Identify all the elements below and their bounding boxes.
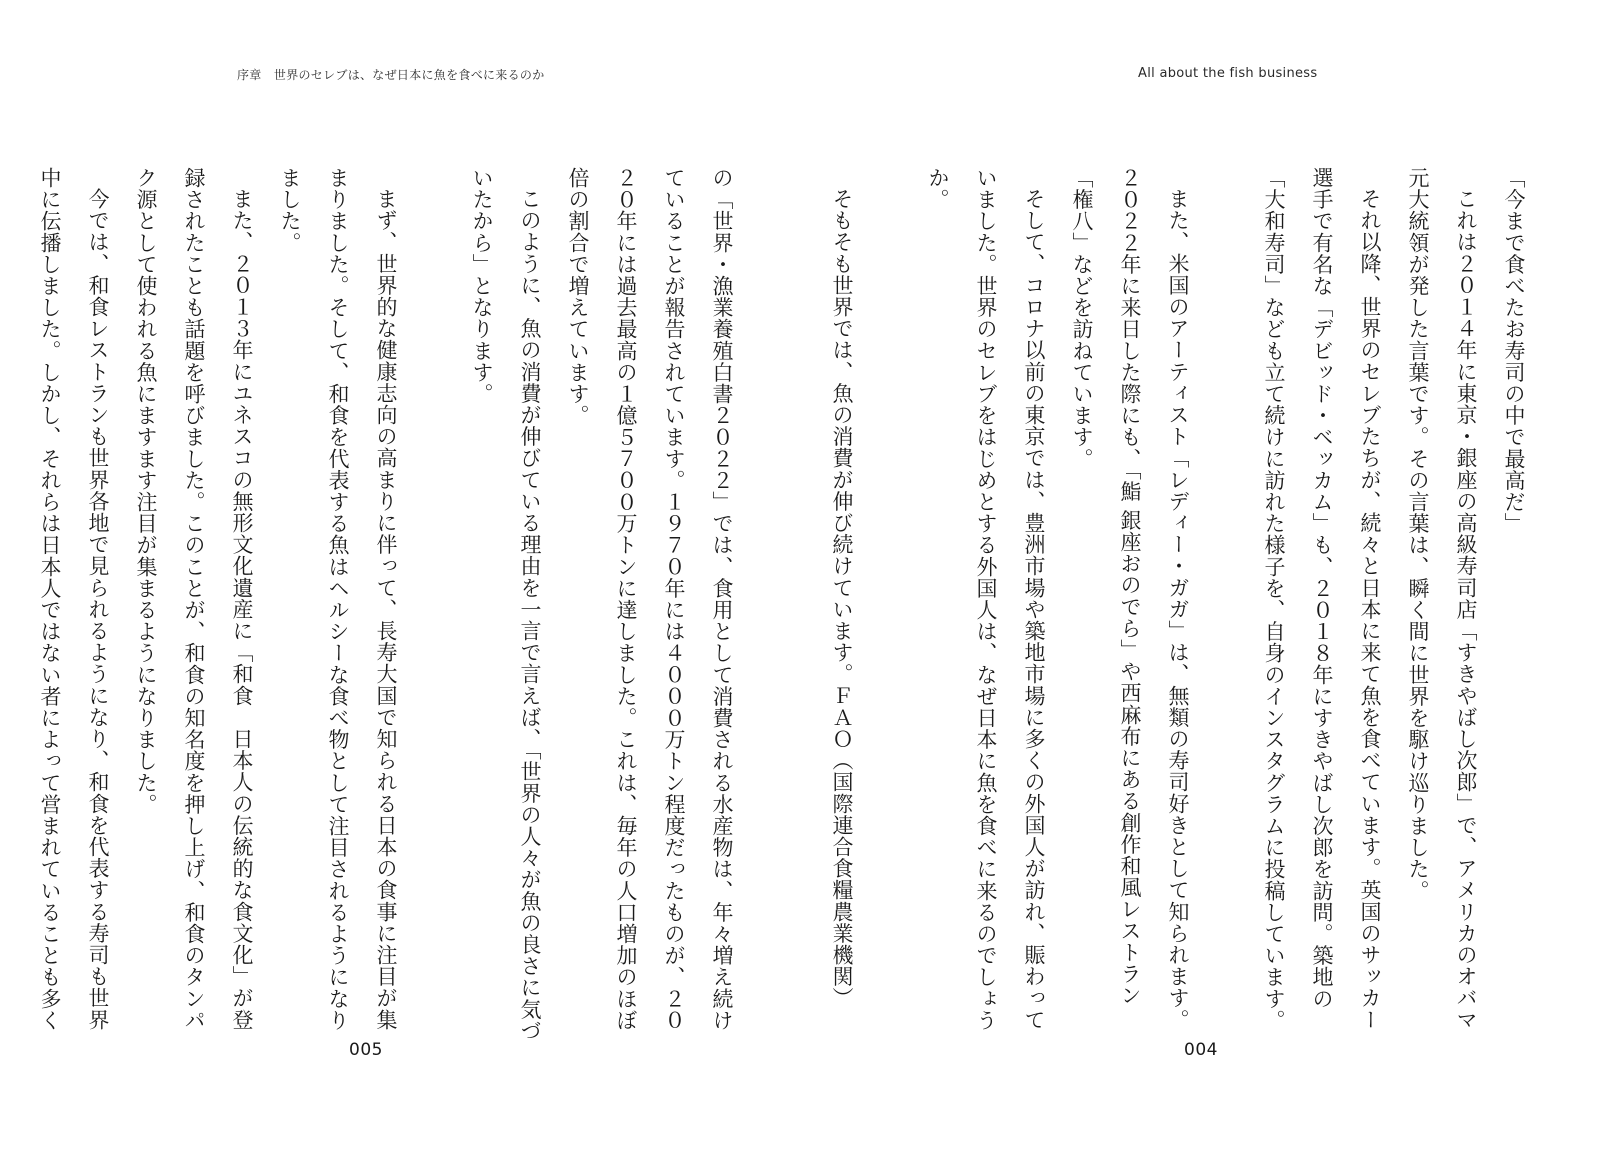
right-page [800, 0, 1600, 1156]
page-number: 005 [349, 1040, 383, 1060]
paragraph: これは２０１４年に東京・銀座の高級寿司店「すきやばし次郎」で、アメリカのオバマ元大統領が発した言葉です。その言葉は、瞬く間に世界を駆け巡りました。 [1406, 167, 1478, 1031]
paragraph: また、２０１３年にユネスコの無形文化遺産に「和食 日本人の伝統的な食文化」が登録されたことも話題を呼びました。このことが、和食の知名度を押し上げ、和食のタンパク源として使われる魚にますます注目が集まるようになりました。 [134, 167, 254, 1031]
running-head-chapter-title: 序章 世界のセレブは、なぜ日本に魚を食べに来るのか [237, 68, 545, 82]
paragraph: そして、コロナ以前の東京では、豊洲市場や築地市場に多くの外国人が訪れ、賑わっていました。世界のセレブをはじめとする外国人は、なぜ日本に魚を食べに来るのでしょうか。 [926, 167, 1046, 1031]
left-page-body [38, 167, 746, 1047]
paragraph: 「今まで食べたお寿司の中で最高だ」 [1502, 167, 1526, 535]
right-page-body [830, 167, 1538, 1047]
paragraph: それ以降、世界のセレブたちが、続々と日本に来て魚を食べています。英国のサッカー選手で有名な「デビッド・ベッカム」も、２０１８年にすきやばし次郎を訪問。築地の「大和寿司」なども立て続けに訪れた様子を、自身のインスタグラムに投稿しています。 [1262, 167, 1382, 1031]
paragraph: また、米国のアーティスト「レディー・ガガ」は、無類の寿司好きとして知られます。２０２２年に来日した際にも、「鮨 銀座おのでら」や西麻布にある創作和風レストラン「権八」などを訪ねています。 [1070, 167, 1190, 1031]
paragraph: の「世界・漁業養殖白書２０２２」では、食用として消費される水産物は、年々増え続けていることが報告されています。１９７０年には４０００万トン程度だったものが、２０２０年には過去最高の１億５７００万トンに達しました。これは、毎年の人口増加のほぼ倍の割合で増えています。 [566, 167, 734, 1031]
paragraph: 今では、和食レストランも世界各地で見られるようになり、和食を代表する寿司も世界中に伝播しました。しかし、それらは日本人ではない者によって営まれていることも多く [38, 167, 110, 1031]
paragraph: そもそも世界では、魚の消費が伸び続けています。ＦＡＯ（国際連合食糧農業機関） [830, 188, 854, 1009]
page-number: 004 [1184, 1040, 1218, 1060]
paragraph: このように、魚の消費が伸びている理由を一言で言えば、「世界の人々が魚の良さに気づいたから」となります。 [470, 167, 542, 1042]
paragraph: まず、世界的な健康志向の高まりに伴って、長寿大国で知られる日本の食事に注目が集まりました。そして、和食を代表する魚はヘルシーな食べ物として注目されるようになりました。 [278, 167, 398, 1031]
running-head-book-title: All about the fish business [1138, 66, 1318, 81]
